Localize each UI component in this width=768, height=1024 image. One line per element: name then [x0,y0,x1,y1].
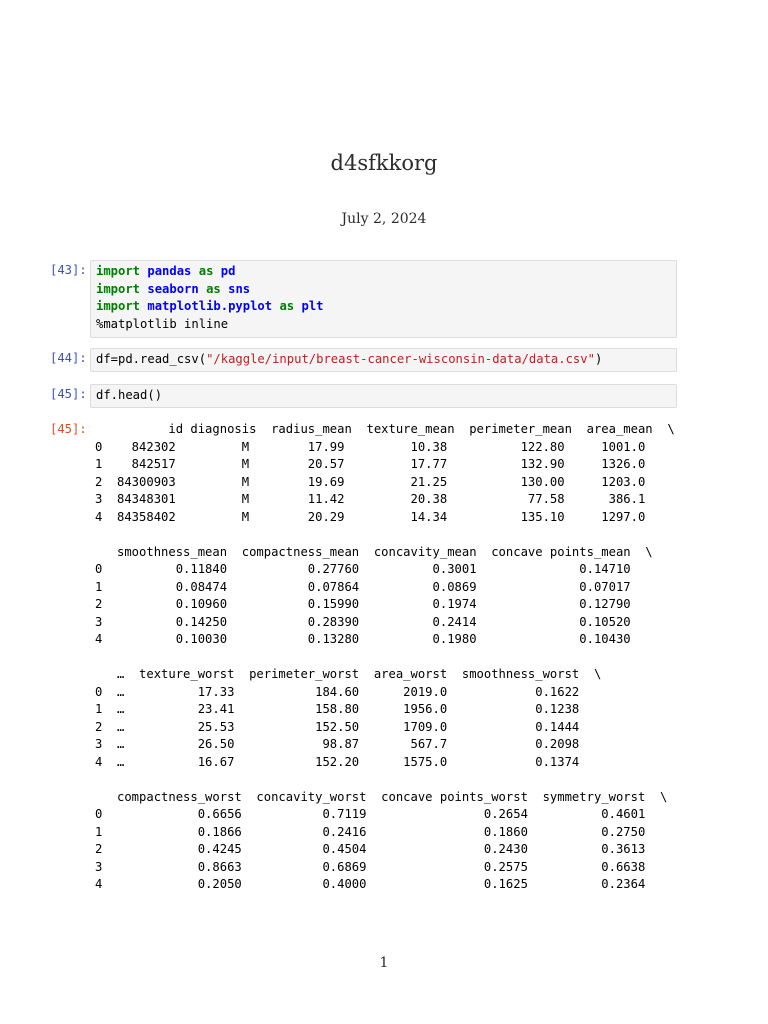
output-line: smoothness_mean compactness_mean concavity_mean concave points_mean \ [95,544,653,559]
code-content [96,387,162,405]
output-line: 3 84348301 M 11.42 20.38 77.58 386.1 [95,492,646,506]
code-token: "/kaggle/input/breast-cancer-wisconsin-data/data.csv" [206,352,595,366]
code-token: pandas [147,264,192,278]
code-token: seaborn [147,281,199,296]
output-line: 0 842302 M 17.99 10.38 122.80 1001.0 [95,439,646,454]
code-token [191,264,198,278]
output-line: 4 0.2050 0.4000 0.1625 0.2364 [95,877,646,891]
output-line: 4 … 16.67 152.20 1575.0 0.1374 [95,754,580,769]
code-token: df.head() [96,388,163,402]
code-token: as [198,264,214,278]
code-token [199,282,206,296]
output-line [95,526,675,544]
output-line: id diagnosis radius_mean texture_mean perimeter_mean area_mean \ [95,422,675,436]
dataframe-output [95,421,675,894]
document-date: July 2, 2024 [341,211,427,227]
output-line: 3 … 26.50 98.87 567.7 0.2098 [95,737,580,751]
code-content [96,263,324,333]
code-cell-read-csv[interactable] [90,348,677,372]
code-line [96,351,602,369]
output-line [95,771,675,789]
code-line [96,298,324,316]
output-line: 3 0.14250 0.28390 0.2414 0.10520 [95,614,631,629]
output-line: 2 0.10960 0.15990 0.1974 0.12790 [95,597,631,611]
document-title: d4sfkkorg [330,151,438,175]
output-line: 2 … 25.53 152.50 1709.0 0.1444 [95,719,580,734]
output-line: … texture_worst perimeter_worst area_worst smoothness_worst \ [95,667,602,681]
code-token: matplotlib.pyplot [147,299,273,313]
output-line: 2 0.4245 0.4504 0.2430 0.3613 [95,842,646,856]
code-token: ) [594,352,603,366]
code-line [96,387,162,405]
code-line [96,281,324,299]
code-token: %matplotlib inline [96,316,229,331]
code-token: import [96,264,141,278]
output-line: 1 … 23.41 158.80 1956.0 0.1238 [95,702,580,716]
code-token: df=pd.read_csv( [96,352,207,366]
code-token [213,264,220,278]
output-line: 1 0.1866 0.2416 0.1860 0.2750 [95,824,646,839]
code-token [294,299,301,313]
output-line: 1 0.08474 0.07864 0.0869 0.07017 [95,579,631,594]
code-token: plt [301,299,324,313]
output-line: 2 84300903 M 19.69 21.25 130.00 1203.0 [95,474,646,489]
code-line [96,316,324,334]
input-prompt-43: [43]: [50,263,87,277]
code-content [96,351,602,369]
output-line: 0 … 17.33 184.60 2019.0 0.1622 [95,684,580,699]
output-line: 0 0.11840 0.27760 0.3001 0.14710 [95,562,631,576]
output-line [95,649,675,667]
code-cell-imports[interactable] [90,260,677,338]
code-token: as [279,299,295,313]
code-token: import [96,299,141,313]
page-number: 1 [379,955,389,971]
code-token: pd [220,264,236,278]
input-prompt-45: [45]: [50,387,87,401]
output-line: 3 0.8663 0.6869 0.2575 0.6638 [95,859,646,874]
code-line [96,263,324,281]
code-cell-head[interactable] [90,384,677,408]
code-token: as [206,281,221,296]
input-prompt-44: [44]: [50,351,87,365]
output-prompt-45: [45]: [50,422,87,436]
output-line: compactness_worst concavity_worst concave points_worst symmetry_worst \ [95,789,668,804]
output-line: 4 84358402 M 20.29 14.34 135.10 1297.0 [95,509,646,524]
code-token: sns [228,281,251,296]
output-line: 1 842517 M 20.57 17.77 132.90 1326.0 [95,457,646,471]
output-line: 4 0.10030 0.13280 0.1980 0.10430 [95,632,631,646]
code-token: import [96,281,141,296]
output-line: 0 0.6656 0.7119 0.2654 0.4601 [95,807,646,821]
